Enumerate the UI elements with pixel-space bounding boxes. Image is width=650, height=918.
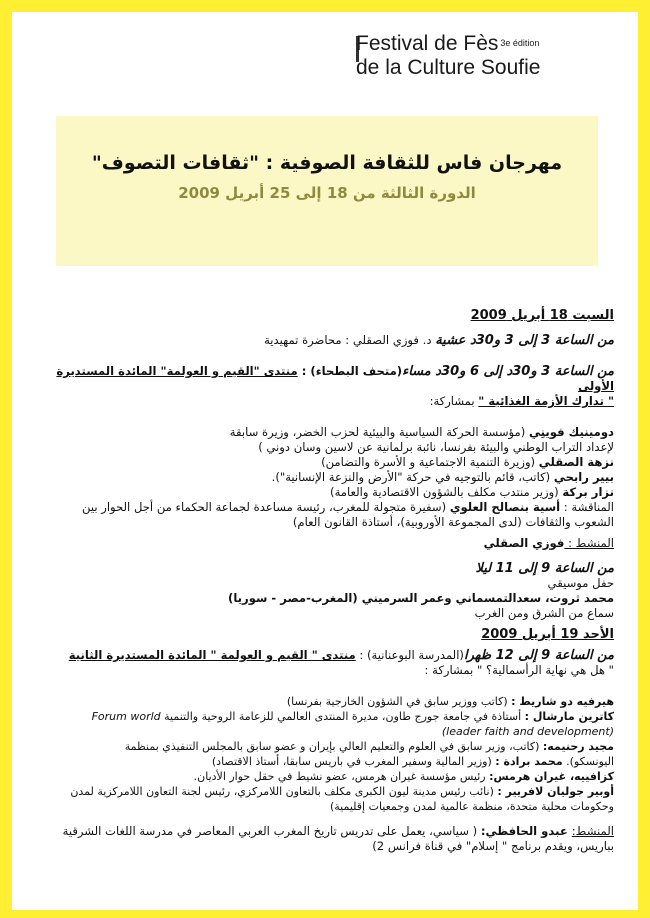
day2-participant: كاترين مارشال : أستاذة في جامعة جورج طاون، مديرة المنتدى العالمي للزعامة الروحية والتنمية Forum world bbox=[91, 710, 614, 723]
day2-date: الأحد 19 أبريل 2009 bbox=[481, 627, 614, 642]
day2-participant-en: (leader faith and development) bbox=[441, 725, 614, 738]
day2-host: المنشط: عبدو الحافظي: ( سياسي، يعمل على تدريس تاريخ المغرب العربي المعاصر في مدرسة اللغات الشرقية bbox=[62, 824, 614, 838]
day1-session2-theme: " تدارك الأزمة الغذائية " بمشاركة: bbox=[429, 394, 614, 408]
day1-evening-time: من الساعة 9 إلى 11 ليلا bbox=[475, 561, 614, 576]
day2-participant: هيرفيه دو شاريط : (كاتب ووزير سابق في الشؤون الخارجية بفرنسا) bbox=[286, 695, 614, 708]
logo-line1: Festival de Fès $^{3e édition}$ bbox=[356, 32, 540, 55]
page-title: مهرجان فاس للثقافة الصوفية : "ثقافات التصوف" bbox=[91, 152, 563, 174]
day1-evening-desc: سماع من الشرق ومن الغرب bbox=[474, 606, 614, 620]
day2-participant: كزافييه، غيران هرمس: رئيس مؤسسة غيران هرمس، عضو نشيط في حقل حوار الأديان. bbox=[193, 770, 614, 783]
day1-participant: نزهة الصقلي (وزيرة التنمية الاجتماعية و الأسرة والتضامن) bbox=[321, 455, 614, 469]
day1-evening-title: حفل موسيقي bbox=[547, 576, 614, 590]
day2-participant: اليونسكو). محمد برادة : (وزير المالية وسفير المغرب في باريس سابقا، أستاذ الاقتصاد) bbox=[211, 755, 614, 768]
day2-host-cont: بباريس، ويقدم برنامج " إسلام" في قناة فرانس 2) bbox=[372, 839, 614, 853]
day2-session-theme: " هل هي نهاية الرأسمالية؟ " بمشاركة : bbox=[424, 663, 614, 677]
day1-participant: دومينيك فوينِي (مؤسسة الحركة السياسية والبيئية لحزب الخضر، وزيرة سابقة bbox=[229, 425, 614, 439]
day1-evening-performers: محمد ثروت، سعدالتمسماني وعمر السرميني (المغرب-مصر - سوريا) bbox=[228, 591, 614, 605]
day1-session1: من الساعة 3 إلى 3 و30د عشية د. فوزي الصقلي : محاضرة تمهيدية bbox=[264, 333, 614, 348]
day1-moderator: المناقشة : أسية بنصالح العلوي (سفيرة متجولة للمغرب، رئيسة مساعدة لجماعة الحكماء من أجل الحوار بين bbox=[82, 500, 614, 514]
day2-session: من الساعة 9 إلى 12 ظهرا(المدرسة البوعنانية) : منتدى " القيم و العولمة " المائدة المستديرة الثانية bbox=[68, 648, 614, 663]
day1-participant: بيير رابحي (كاتب، قائم بالتوجيه في حركة "الأرض والنزعة الإنسانية"). bbox=[271, 470, 614, 484]
day2-participant-cont: وحكومات محلية متحدة، منظمة عالمية لمدن وجمعيات إقليمية) bbox=[329, 800, 614, 813]
day1-date: السبت 18 أبريل 2009 bbox=[470, 308, 614, 323]
logo-line2: de la Culture Soufie bbox=[356, 56, 541, 79]
day2-participant: أوبير جوليان لافريير : (نائب رئيس مدينة ليون الكبرى مكلف بالتعاون اللامركزي، رئيس لجنة التعاون اللامركزية لمدن bbox=[70, 785, 614, 798]
day1-session2: من الساعة 3 و30د إلى 6 و30د مساء(متحف البطحاء) : منتدى "القيم و العولمة" المائدة المستديرة الأولى bbox=[56, 364, 614, 393]
program-content bbox=[48, 308, 614, 854]
logo-edition: 3e édition bbox=[500, 38, 540, 48]
day2-participant: مجيد رحنيمه: (كاتب، وزير سابق في العلوم والتعليم العالي بإيران و عضو سابق بالمجلس التنفيذي بمنظمة bbox=[124, 740, 614, 753]
festival-logo bbox=[356, 30, 606, 86]
day1-host: المنشط : فوزي الصقلي bbox=[483, 536, 614, 550]
day1-participant-cont: لإعداد التراب الوطني والبيئة بفرنسا، نائبة برلمانية عن لاسين وسان دوني ) bbox=[258, 440, 614, 454]
day1-participant: نزار بركة (وزير منتدب مكلف بالشؤون الاقتصادية والعامة) bbox=[330, 485, 614, 499]
day1-moderator-cont: الشعوب والثقافات (لدى المجموعة الأوروبية)، أستاذة القانون العام) bbox=[292, 515, 614, 529]
page-subtitle: الدورة الثالثة من 18 إلى 25 أبريل 2009 bbox=[178, 184, 476, 202]
title-box bbox=[56, 116, 598, 266]
